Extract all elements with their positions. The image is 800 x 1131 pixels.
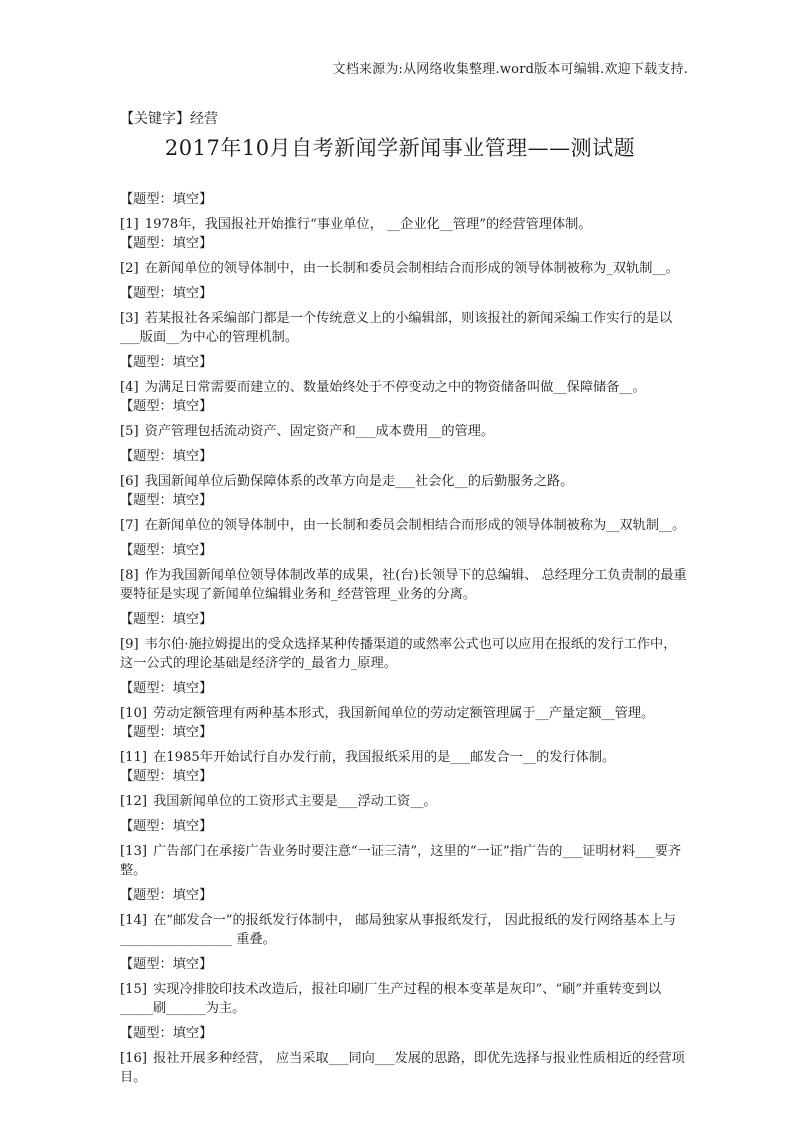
question-text: 在新闻单位的领导体制中，由一长制和委员会制相结合而形成的领导体制被称为_双轨制__。 <box>144 261 679 276</box>
question-type-label: 【题型：填空】 <box>120 236 213 251</box>
question-text: 资产管理包括流动资产、固定资产和___成本费用__的管理。 <box>144 424 495 439</box>
question-type-label: 【题型：填空】 <box>120 286 213 301</box>
question-number: [14] <box>120 913 148 928</box>
question-text: 1978年，我国报社开始推行“事业单位， __企业化__管理”的经营管理体制。 <box>144 217 592 232</box>
question-15 <box>120 980 690 1018</box>
question-type-label: 【题型：填空】 <box>120 399 213 414</box>
question-type-label: 【题型：填空】 <box>120 192 213 207</box>
question-number: [5] <box>120 424 139 439</box>
question-number: [3] <box>120 311 139 326</box>
question-13 <box>120 842 690 880</box>
question-type-label: 【题型：填空】 <box>120 449 213 464</box>
question-text: 作为我国新闻单位领导体制改革的成果，社(台)长领导下的总编辑、 总经理分工负责制的最重要特征是实现了新闻单位编辑业务和_经营管理_业务的分离。 <box>120 568 687 602</box>
question-number: [7] <box>120 518 139 533</box>
question-number: [10] <box>120 706 148 721</box>
question-text: 报社开展多种经营， 应当采取___同向___发展的思路，即优先选择与报业性质相近的经营项目。 <box>120 1051 685 1085</box>
question-type-label: 【题型：填空】 <box>120 543 213 558</box>
question-number: [2] <box>120 261 139 276</box>
page-title: 2017年10月自考新闻学新闻事业管理——测试题 <box>164 136 636 160</box>
question-number: [15] <box>120 982 148 997</box>
question-text: 在新闻单位的领导体制中，由一长制和委员会制相结合而形成的领导体制被称为__双轨制__。 <box>144 518 686 533</box>
question-5 <box>120 422 690 441</box>
question-3 <box>120 309 690 347</box>
question-1 <box>120 215 690 234</box>
question-text: 在1985年开始试行自办发行前，我国报纸采用的是___邮发合一__的发行体制。 <box>153 750 616 765</box>
header-note: 文档来源为:从网络收集整理.word版本可编辑.欢迎下载支持. <box>332 62 688 77</box>
question-number: [8] <box>120 568 139 583</box>
question-number: [12] <box>120 794 148 809</box>
question-type-label: 【题型：填空】 <box>120 681 213 696</box>
question-6 <box>120 472 690 491</box>
question-type-label: 【题型：填空】 <box>120 957 213 972</box>
keyword-line: 【关键字】经营 <box>120 111 218 127</box>
question-list <box>120 184 690 1087</box>
question-type-label: 【题型：填空】 <box>120 769 213 784</box>
question-text: 韦尔伯·施拉姆提出的受众选择某种传播渠道的或然率公式也可以应用在报纸的发行工作中， 这一公式的理论基础是经济学的_最省力_原理。 <box>120 637 677 671</box>
question-number: [13] <box>120 844 148 859</box>
question-number: [4] <box>120 380 139 395</box>
question-8 <box>120 566 690 604</box>
question-type-label: 【题型：填空】 <box>120 888 213 903</box>
question-type-label: 【题型：填空】 <box>120 355 213 370</box>
question-type-label: 【题型：填空】 <box>120 819 213 834</box>
question-9 <box>120 635 690 673</box>
question-text: 广告部门在承接广告业务时要注意“一证三清”，这里的“一证”指广告的___证明材料___要齐整。 <box>120 844 682 878</box>
question-7 <box>120 516 690 535</box>
question-text: 我国新闻单位的工资形式主要是___浮动工资__。 <box>153 794 437 809</box>
question-text: 我国新闻单位后勤保障体系的改革方向是走___社会化__的后勤服务之路。 <box>144 474 574 489</box>
question-2 <box>120 259 690 278</box>
question-number: [9] <box>120 637 139 652</box>
question-number: [6] <box>120 474 139 489</box>
question-number: [16] <box>120 1051 148 1066</box>
question-text: 为满足日常需要而建立的、数量始终处于不停变动之中的物资储备叫做__保障储备__。 <box>144 380 646 395</box>
question-number: [1] <box>120 217 139 232</box>
question-14 <box>120 911 690 949</box>
question-text: 实现冷排胶印技术改造后，报社印刷厂生产过程的根本变革是灰印”、“刷”并重转变到以_____刷______为主。 <box>120 982 662 1016</box>
question-16 <box>120 1049 690 1087</box>
question-4 <box>120 378 690 397</box>
question-10 <box>120 704 690 723</box>
question-text: 劳动定额管理有两种基本形式，我国新闻单位的劳动定额管理属于__产量定额__管理。 <box>153 706 655 721</box>
question-type-label: 【题型：填空】 <box>120 493 213 508</box>
question-text: 在“邮发合一”的报纸发行体制中， 邮局独家从事报纸发行， 因此报纸的发行网络基本上与_________________ 重叠。 <box>120 913 677 947</box>
question-text: 若某报社各采编部门都是一个传统意义上的小编辑部，则该报社的新闻采编工作实行的是以___版面__为中心的管理机制。 <box>120 311 673 345</box>
question-type-label: 【题型：填空】 <box>120 612 213 627</box>
question-number: [11] <box>120 750 148 765</box>
question-type-label: 【题型：填空】 <box>120 725 213 740</box>
question-11 <box>120 748 690 767</box>
question-type-label: 【题型：填空】 <box>120 1026 213 1041</box>
question-12 <box>120 792 690 811</box>
